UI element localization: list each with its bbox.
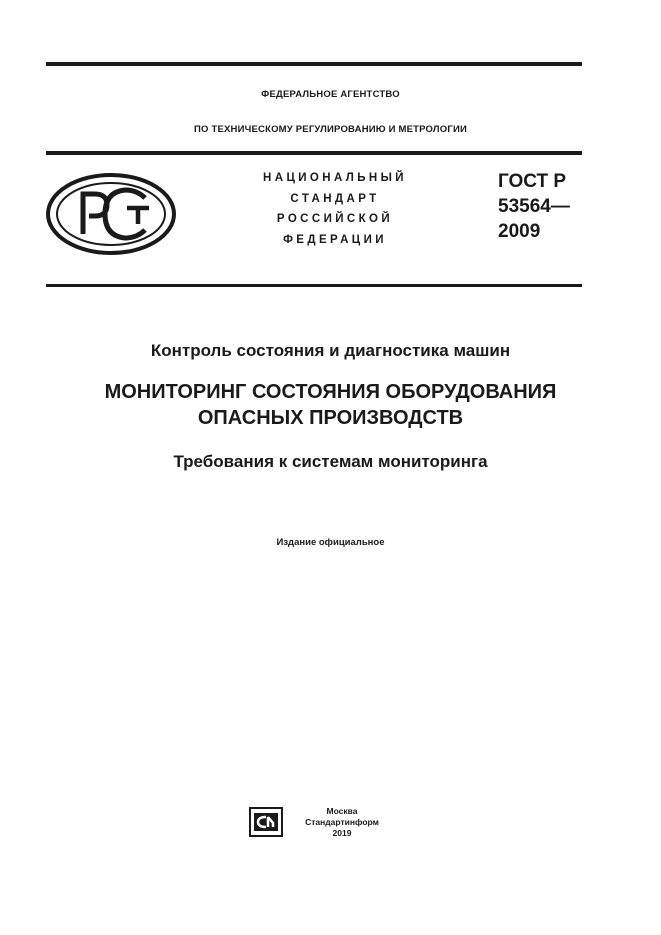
edition-label: Издание официальное (276, 537, 385, 548)
main-title-line-2: ОПАСНЫХ ПРОИЗВОДСТВ (197, 407, 464, 429)
gost-designation (498, 169, 570, 244)
standartinform-logo-icon (249, 807, 283, 837)
header-rule (46, 151, 582, 155)
main-title-line-1: МОНИТОРИНГ СОСТОЯНИЯ ОБОРУДОВАНИЯ (104, 381, 557, 403)
main-title (0, 379, 661, 431)
top-rule (46, 62, 582, 66)
publisher-info (292, 806, 392, 839)
gost-line-3: 2009 (498, 221, 541, 242)
rst-emblem-icon (45, 172, 177, 256)
block-rule (46, 284, 582, 287)
subject-title: Контроль состояния и диагностика машин (150, 341, 511, 360)
publisher-year: 2019 (332, 828, 352, 838)
subtitle: Требования к системам мониторинга (173, 452, 488, 471)
gost-line-2: 53564— (498, 196, 570, 217)
publisher-city: Москва (326, 806, 358, 816)
federation-label: ФЕДЕРАЦИИ (283, 234, 387, 246)
agency-line-2: ПО ТЕХНИЧЕСКОМУ РЕГУЛИРОВАНИЮ И МЕТРОЛОГИИ (194, 124, 467, 135)
publisher-name: Стандартинформ (305, 817, 379, 827)
agency-line-1: ФЕДЕРАЛЬНОЕ АГЕНТСТВО (261, 89, 400, 100)
standard-label: СТАНДАРТ (290, 193, 380, 205)
national-label: НАЦИОНАЛЬНЫЙ (263, 172, 407, 184)
gost-line-1: ГОСТ Р (498, 171, 567, 192)
russian-label: РОССИЙСКОЙ (276, 213, 394, 225)
